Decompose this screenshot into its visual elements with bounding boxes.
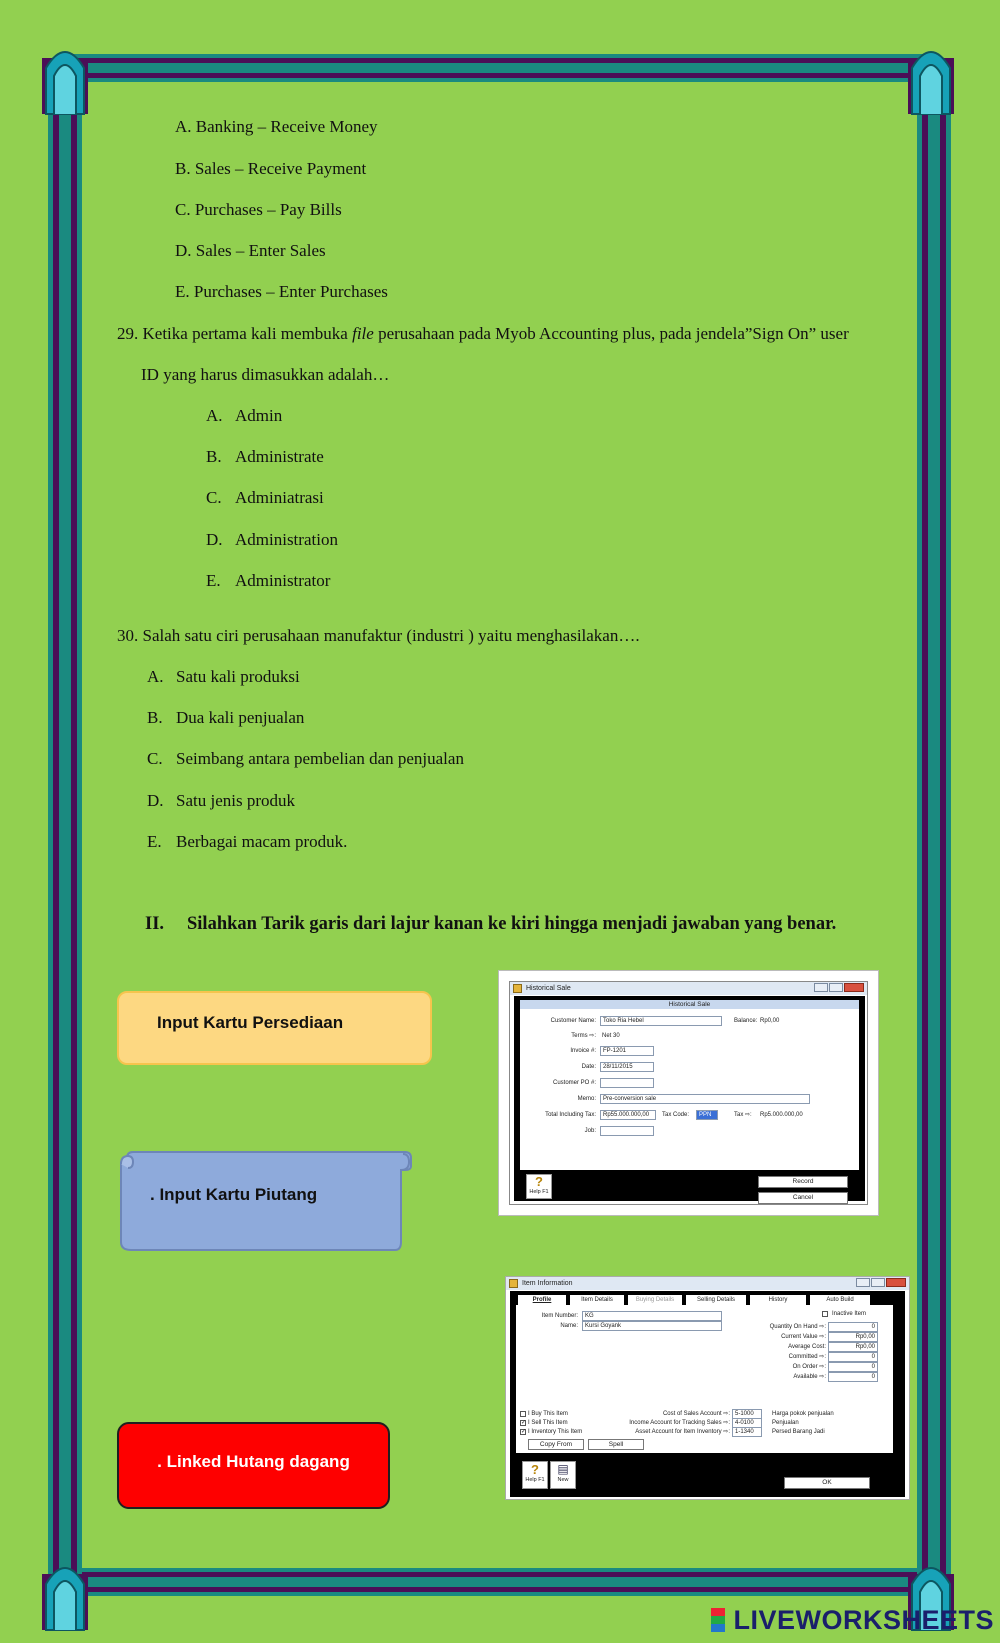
taxcode-field[interactable]: PPN [696,1110,718,1120]
qty-field: 0 [828,1322,878,1332]
help-button[interactable]: ? Help F1 [526,1174,552,1199]
q29-option-b: B. Administrate [206,447,324,466]
match-box-input-kartu-persediaan[interactable]: Input Kartu Persediaan [117,991,432,1065]
total-label: Total Including Tax: [545,1112,596,1118]
help-button[interactable]: ? Help F1 [522,1461,548,1489]
invoice-label: Invoice #: [570,1048,596,1054]
tab-profile[interactable]: Profile [518,1295,566,1305]
date-field[interactable]: 28/11/2015 [600,1062,654,1072]
tab-buying-details[interactable]: Buying Details [628,1295,682,1305]
logo-icon [711,1608,725,1632]
corner-ornament-icon [40,38,90,116]
q29-option-c: C. Adminiatrasi [206,488,324,507]
acct1-label: Cost of Sales Account ⇨: [662,1411,730,1417]
q28-option-d: D. Sales – Enter Sales [175,241,326,260]
q30-option-a: A. Satu kali produksi [147,667,300,686]
customer-name-field[interactable]: Toko Ria Hebel [600,1016,722,1026]
acct1-field[interactable]: 5-1000 [732,1409,762,1419]
q30-question: 30. Salah satu ciri perusahaan manufaktur (industri ) yaitu menghasilakan…. [117,626,640,645]
match-box-linked-hutang-dagang[interactable]: . Linked Hutang dagang [117,1422,390,1509]
ok-button[interactable]: OK [784,1477,870,1489]
item-number-label: Item Number: [541,1313,578,1319]
po-field[interactable] [600,1078,654,1088]
frame-bottom-border [62,1568,938,1596]
inventory-checkbox[interactable]: ✓ [521,1429,527,1435]
book-icon: ▤ [557,1462,569,1476]
q29-option-e: E. Administrator [206,571,331,590]
buy-checkbox[interactable] [520,1411,526,1417]
name-field[interactable]: Kursi Goyank [582,1321,722,1331]
liveworksheets-logo: LIVEWORKSHEETS [711,1605,994,1636]
q28-option-e: E. Purchases – Enter Purchases [175,282,388,301]
help-icon: ? [535,1174,543,1189]
tab-history[interactable]: History [750,1295,806,1305]
avgcost-field: Rp0,00 [828,1342,878,1352]
help-icon: ? [531,1462,539,1477]
item-number-field[interactable]: KG [582,1311,722,1321]
balance-label: Balance: [734,1018,758,1024]
tab-selling-details[interactable]: Selling Details [686,1295,746,1305]
historical-sale-header: Historical Sale [520,1000,859,1009]
acct3-label: Asset Account for Item Inventory ⇨: [635,1429,730,1435]
q29-option-a: A. Admin [206,406,283,425]
onorder-field: 0 [828,1362,878,1372]
taxcode-label: Tax Code: [662,1112,690,1118]
cancel-button[interactable]: Cancel [758,1192,848,1204]
acct3-name: Persed Barang Jadi [772,1429,825,1435]
acct2-field[interactable]: 4-0100 [732,1418,762,1428]
frame-right-border [917,60,951,1590]
corner-ornament-icon [906,38,956,116]
record-button[interactable]: Record [758,1176,848,1188]
curval-field: Rp0,00 [828,1332,878,1342]
inactive-label: Inactive Item [832,1311,867,1317]
tab-item-details[interactable]: Item Details [570,1295,624,1305]
q29-option-d: D. Administration [206,530,338,549]
qty-label: Quantity On Hand ⇨: [769,1324,826,1330]
item-info-tabs [518,1295,883,1305]
inventory-label: I Inventory This Item [528,1429,583,1435]
match-box-input-kartu-piutang[interactable]: . Input Kartu Piutang [150,1185,318,1204]
name-label: Name: [560,1323,578,1329]
q30-option-d: D. Satu jenis produk [147,791,295,810]
spell-button[interactable]: Spell [588,1439,644,1450]
historical-sale-window[interactable] [498,970,879,1216]
date-label: Date: [581,1064,596,1070]
invoice-field[interactable]: FP-1201 [600,1046,654,1056]
total-field[interactable]: Rp55.000.000,00 [600,1110,656,1120]
tab-auto-build[interactable]: Auto Build [810,1295,870,1305]
q30-option-e: E. Berbagai macam produk. [147,832,348,851]
memo-label: Memo: [577,1096,596,1102]
terms-value[interactable]: Net 30 [602,1033,620,1039]
onorder-label: On Order ⇨: [792,1364,826,1370]
committed-field: 0 [828,1352,878,1362]
corner-ornament-icon [40,1554,90,1632]
tax-label: Tax ⇨: [734,1112,752,1118]
acct2-name: Penjualan [772,1420,799,1426]
copy-from-button[interactable]: Copy From [528,1439,584,1450]
committed-label: Committed ⇨: [788,1354,826,1360]
frame-top-border [62,54,938,82]
new-button[interactable]: ▤ New [550,1461,576,1489]
historical-sale-titlebar: Historical Sale [510,982,867,995]
avgcost-label: Average Cost: [788,1344,826,1350]
frame-left-border [48,60,82,1590]
window-icon [509,1279,518,1288]
acct2-label: Income Account for Tracking Sales ⇨: [629,1420,730,1426]
q28-option-a: A. Banking – Receive Money [175,117,378,136]
buy-label: I Buy This Item [528,1411,568,1417]
job-field[interactable] [600,1126,654,1136]
balance-value: Rp0,00 [760,1018,780,1024]
po-label: Customer PO #: [552,1080,596,1086]
tax-value: Rp5.000.000,00 [760,1112,803,1118]
window-controls[interactable] [855,1278,906,1292]
q30-option-b: B. Dua kali penjualan [147,708,305,727]
item-information-window[interactable] [505,1276,910,1500]
sell-checkbox[interactable]: ✓ [521,1420,527,1426]
terms-label: Terms ⇨: [571,1033,596,1039]
sell-label: I Sell This Item [528,1420,568,1426]
available-label: Available ⇨: [793,1374,826,1380]
q30-option-c: C. Seimbang antara pembelian dan penjualan [147,749,464,768]
job-label: Job: [584,1128,596,1134]
window-icon [513,984,522,993]
q28-option-c: C. Purchases – Pay Bills [175,200,342,219]
q29-question-line2: ID yang harus dimasukkan adalah… [141,365,390,384]
acct3-field[interactable]: 1-1340 [732,1427,762,1437]
available-field: 0 [828,1372,878,1382]
memo-field[interactable]: Pre-conversion sale [600,1094,810,1104]
inactive-checkbox[interactable] [822,1311,828,1317]
q29-question: 29. Ketika pertama kali membuka file perusahaan pada Myob Accounting plus, pada jendela”Sign On” user [117,324,849,343]
acct1-name: Harga pokok penjualan [772,1411,834,1417]
item-info-titlebar: Item Information [506,1277,909,1290]
customer-label: Customer Name: [550,1018,596,1024]
curval-label: Current Value ⇨: [781,1334,826,1340]
section-2-heading: II. Silahkan Tarik garis dari lajur kanan ke kiri hingga menjadi jawaban yang benar. [145,914,837,934]
q28-option-b: B. Sales – Receive Payment [175,159,367,178]
window-controls[interactable] [813,983,864,997]
